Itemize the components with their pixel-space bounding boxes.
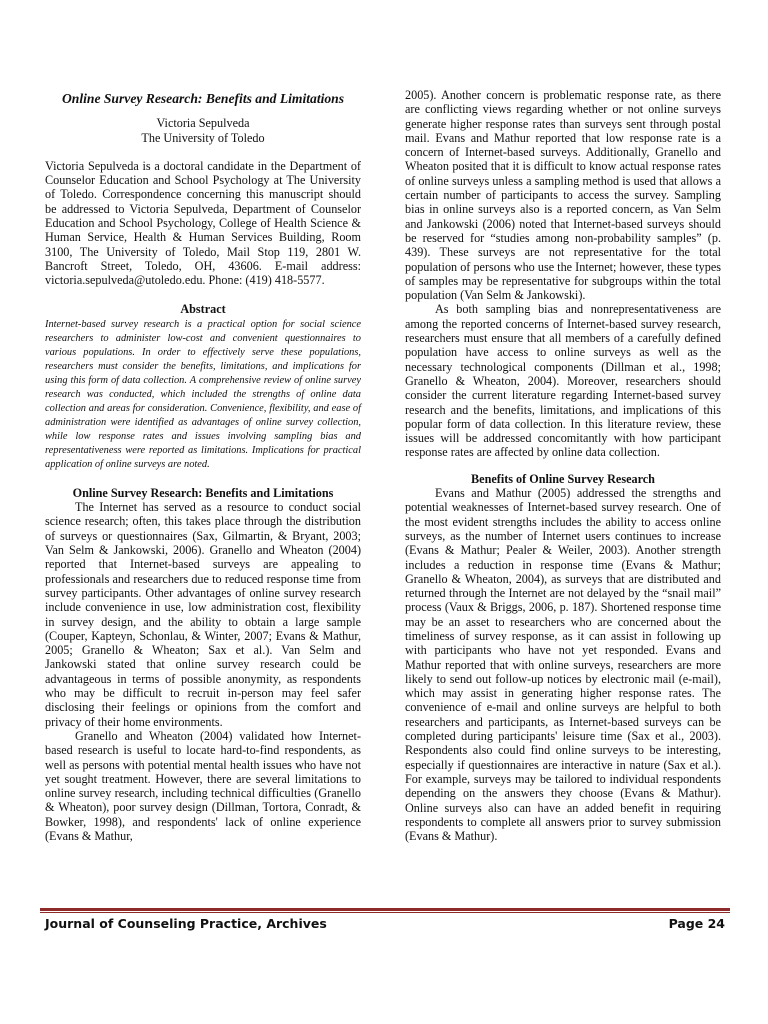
section-heading-intro: Online Survey Research: Benefits and Limitations xyxy=(72,485,334,500)
left-column xyxy=(45,88,361,843)
right-column xyxy=(405,88,721,843)
author-bio: Victoria Sepulveda is a doctoral candidate in the Department of Counselor Education and School Psychology at The University of Toledo. Correspondence concerning this manuscript should be addressed to Victoria Sepulveda, Department of Counselor Education and School Psychology, College of Health Science & Human Service, Health & Human Services Building, Room 3100, The University of Toledo, Mail Stop 119, 2801 W. Bancroft Street, Toledo, OH, 43606. E-mail address: victoria.sepulveda@utoledo.edu. Phone: (419) 418-5577. xyxy=(45,158,361,288)
journal-name: Journal of Counseling Practice, Archives xyxy=(45,916,327,931)
footer-rule-thin xyxy=(40,912,730,913)
section-heading-benefits: Benefits of Online Survey Research xyxy=(471,471,655,486)
body-paragraph: As both sampling bias and nonrepresentativeness are among the reported concerns of Internet-based survey research, researchers must ensure that all members of a carefully defined population have access to online surveys as well as the necessary technological components (Dillman et al., 1998; Granello & Wheaton, 2004). Moreover, researchers should consider the current literature regarding Internet-based survey research and the benefits, limitations, and implications of this popular form of data collection. In this literature review, these issues will be addressed concomitantly with how participant response rates are affected by online data collection. xyxy=(405,302,721,460)
abstract-text: Internet-based survey research is a practical option for social science researchers to administer low-cost and convenient questionnaires to various populations. In order to effectively serve these populations, researchers must consider the benefits, limitations, and implications for using this form of data collection. A comprehensive review of online survey research was conducted, which included the strengths of online data collection and areas for consideration. Convenience, flexibility, and ease of administration were identified as advantages of online survey collection, while low response rates and issues involving sampling bias and representativeness were reported as limitations. Implications for practical application of online surveys are noted. xyxy=(45,318,361,470)
page-number: Page 24 xyxy=(668,916,725,931)
body-paragraph: 2005). Another concern is problematic response rate, as there are conflicting views regarding whether or not online surveys generate higher response rates than surveys sent through postal mail. Evans and Mathur reported that low response rate is a concern of Internet-based surveys. Additionally, Granello and Wheaton posited that it is difficult to know actual response rates of online surveys unless a sampling method is used that allows a certain number of participants to access the survey. Sampling bias in online surveys also is a reported concern, as Van Selm and Jankowski (2006) noted that Internet-based surveys should be reserved for “studies among non-probability samples” (p. 439). These surveys are not representative for the total population of persons who use the Internet; however, these types of samples may be representative for subgroups within the total population (Van Selm & Jankowski). xyxy=(405,88,721,303)
body-paragraph: Evans and Mathur (2005) addressed the strengths and potential weaknesses of Internet-based survey research. One of the most evident strengths includes the ability to access online surveys, as the number of Internet users continues to increase (Evans & Mathur; Pealer & Weiler, 2003). Another strength includes a reduction in response time (Evans & Mathur; Granello & Wheaton, 2004), as surveys that are distributed and returned through the Internet are not delayed by the “snail mail” process (Vaux & Briggs, 2006, p. 187). Shortened response time may be an asset to researchers who are concerned about the timeliness of survey response, as it can assist in following up with participants who have not yet responded. Evans and Mathur reported that with online surveys, researchers are more likely to send out follow-up notices by electronic mail (e-mail), which may assist in generating higher response rates. The convenience of e-mail and online surveys are helpful to both researchers and participants, as Internet-based surveys can be completed during participants' leisure time (Sax et al., 2003). Respondents also could find online surveys to be interesting, especially if questionnaires are interactive in nature (Sax et al.). For example, surveys may be tailored to individual respondents depending on the answers they choose (Evans & Mathur). Online surveys also can have an added benefit in requiring respondents to complete all answers prior to survey submission (Evans & Mathur). xyxy=(405,486,721,844)
abstract-heading: Abstract xyxy=(180,301,226,316)
paper-title: Online Survey Research: Benefits and Limitations xyxy=(61,91,345,106)
footer-rule-thick xyxy=(40,908,730,911)
author-name: Victoria Sepulveda xyxy=(156,116,250,131)
author-affiliation: The University of Toledo xyxy=(141,130,265,145)
body-paragraph: The Internet has served as a resource to conduct social science research; often, this takes place through the distribution of surveys or questionnaires (Sax, Gilmartin, & Bryant, 2003; Van Selm & Jankowski, 2006). Granello and Wheaton (2004) reported that Internet-based surveys are appealing to professionals and researchers due to reduced response time from survey participants. Other advantages of online survey research include convenience in use, low administration cost, flexibility in survey design, and the ability to obtain a large sample (Couper, Kapteyn, Schonlau, & Winter, 2007; Evans & Mathur, 2005; Granello & Wheaton; Sax et al.). Van Selm and Jankowski stated that online survey research could be advantageous in terms of possible anonymity, as respondents who may be difficult to recruit in-person may feel safer disclosing their feelings or opinions from the comfort and privacy of their home environments. xyxy=(45,500,361,729)
body-paragraph: Granello and Wheaton (2004) validated how Internet-based research is useful to locate hard-to-find respondents, as well as persons with potential mental health issues who have not yet sought treatment. However, there are several limitations to online survey research, including technical difficulties (Granello & Wheaton), poor survey design (Dillman, Tortora, Conradt, & Bowker, 1998), and respondents' lack of online experience (Evans & Mathur, xyxy=(45,728,361,843)
